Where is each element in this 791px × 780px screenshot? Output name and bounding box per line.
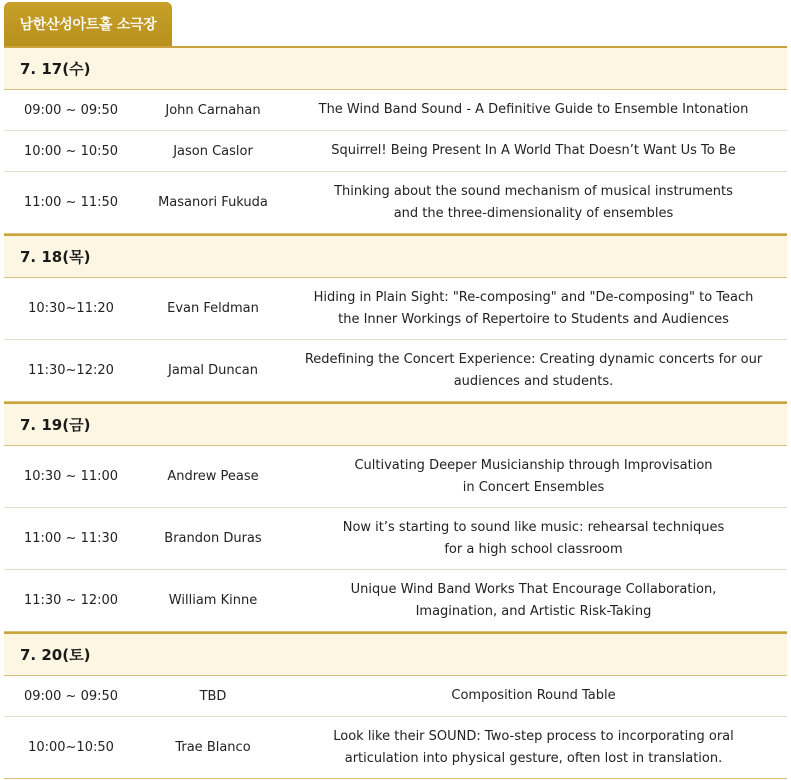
session-title-line: articulation into physical gesture, often lost in translation. <box>344 750 723 766</box>
session-title <box>288 349 787 393</box>
session-title-line: and the three-dimensionality of ensembles <box>393 205 674 221</box>
session-speaker: Jason Caslor <box>173 143 253 159</box>
session-speaker: Andrew Pease <box>167 469 259 484</box>
session-speaker: TBD <box>199 688 227 704</box>
session-row <box>4 90 787 131</box>
session-title <box>288 455 787 499</box>
session-title-line: Imagination, and Artistic Risk-Taking <box>415 603 652 619</box>
day-header: 7. 20(토) <box>4 632 787 676</box>
session-title-line: in Concert Ensembles <box>462 479 605 495</box>
session-title-line: Thinking about the sound mechanism of musical instruments <box>334 183 733 199</box>
session-title-line: for a high school classroom <box>444 541 623 557</box>
session-title-line: Redefining the Concert Experience: Creating dynamic concerts for our <box>304 351 763 367</box>
session-speaker: William Kinne <box>168 593 258 608</box>
session-time: 09:00 ~ 09:50 <box>23 688 119 704</box>
session-row <box>4 446 787 508</box>
day-section <box>4 234 787 402</box>
session-speaker: Jamal Duncan <box>167 363 259 378</box>
session-row <box>4 131 787 172</box>
session-speaker: Trae Blanco <box>175 740 251 755</box>
session-row <box>4 570 787 632</box>
day-header: 7. 17(수) <box>4 46 787 90</box>
session-title <box>288 726 787 770</box>
session-title <box>288 685 787 707</box>
session-title-line: audiences and students. <box>453 373 614 389</box>
session-title <box>288 517 787 561</box>
session-time: 11:30~12:20 <box>28 363 114 378</box>
session-row <box>4 717 787 779</box>
session-title-line: Look like their SOUND: Two-step process to incorporating oral <box>333 728 734 744</box>
session-time: 10:30~11:20 <box>28 301 114 316</box>
session-speaker: Brandon Duras <box>164 531 262 546</box>
session-title-line: Squirrel! Being Present In A World That Doesn’t Want Us To Be <box>331 143 736 158</box>
session-title-line: Unique Wind Band Works That Encourage Collaboration, <box>350 581 717 597</box>
session-time: 11:00 ~ 11:50 <box>23 195 119 210</box>
session-row <box>4 340 787 402</box>
session-speaker: Evan Feldman <box>167 301 259 316</box>
session-time: 11:00 ~ 11:30 <box>23 531 119 546</box>
session-title <box>288 287 787 331</box>
schedule-table <box>4 46 787 779</box>
session-row <box>4 508 787 570</box>
session-row <box>4 172 787 234</box>
venue-tab[interactable]: 남한산성아트홀 소극장 <box>4 2 172 46</box>
session-time: 09:00 ~ 09:50 <box>23 102 119 118</box>
session-time: 10:30 ~ 11:00 <box>23 469 119 484</box>
session-speaker: Masanori Fukuda <box>158 195 268 210</box>
session-title-line: Composition Round Table <box>451 688 616 703</box>
session-time: 10:00~10:50 <box>28 740 114 755</box>
session-title-line: The Wind Band Sound - A Definitive Guide to Ensemble Intonation <box>318 102 749 117</box>
day-section <box>4 632 787 779</box>
session-title-line: Cultivating Deeper Musicianship through Improvisation <box>354 457 713 473</box>
session-title <box>288 140 787 162</box>
session-title-line: Hiding in Plain Sight: "Re-composing" and "De-composing" to Teach <box>313 289 754 305</box>
session-title <box>288 579 787 623</box>
session-title <box>288 99 787 121</box>
session-title <box>288 181 787 225</box>
day-header: 7. 19(금) <box>4 402 787 446</box>
session-title-line: Now it’s starting to sound like music: rehearsal techniques <box>342 519 725 535</box>
session-title-line: the Inner Workings of Repertoire to Students and Audiences <box>338 311 729 327</box>
session-time: 10:00 ~ 10:50 <box>23 143 119 159</box>
day-section <box>4 402 787 632</box>
day-header: 7. 18(목) <box>4 234 787 278</box>
session-row <box>4 278 787 340</box>
session-speaker: John Carnahan <box>165 102 261 118</box>
day-section <box>4 46 787 234</box>
session-time: 11:30 ~ 12:00 <box>23 593 119 608</box>
session-row <box>4 676 787 717</box>
